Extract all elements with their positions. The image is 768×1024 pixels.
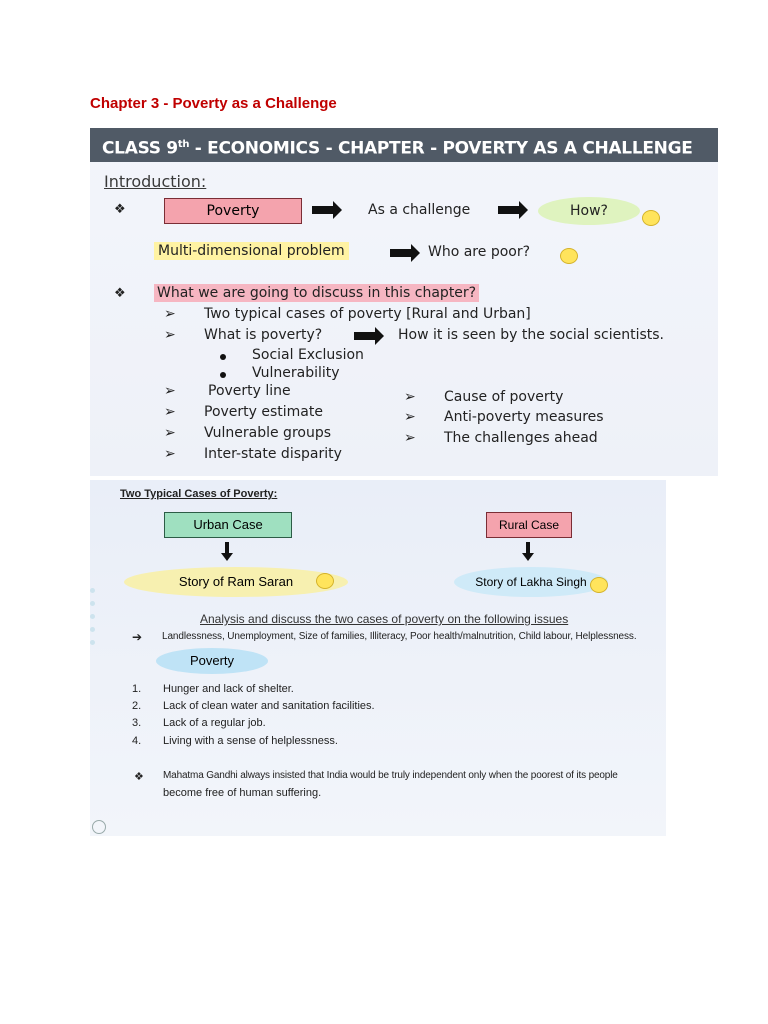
arrow-bullet-icon: ➢ bbox=[164, 446, 176, 462]
down-arrow-icon bbox=[526, 542, 530, 554]
smiley-icon bbox=[560, 248, 578, 264]
smiley-icon bbox=[590, 577, 608, 593]
arrow-bullet-icon: ➢ bbox=[404, 389, 416, 405]
introduction-heading: Introduction: bbox=[104, 172, 207, 191]
story-lakha-singh-cloud bbox=[456, 569, 606, 595]
poverty-cloud-text: Poverty bbox=[189, 653, 235, 668]
left-item: Poverty estimate bbox=[204, 404, 323, 420]
story-ram-saran: Story of Ram Saran bbox=[178, 574, 294, 589]
numbered-item: Hunger and lack of shelter. bbox=[163, 683, 294, 695]
left-item: Poverty line bbox=[208, 383, 291, 399]
dot-bullet-icon bbox=[220, 372, 226, 378]
dot-bullet-icon bbox=[220, 354, 226, 360]
sub-social-exclusion: Social Exclusion bbox=[252, 347, 364, 363]
two-cases-title: Two Typical Cases of Poverty: bbox=[120, 488, 278, 500]
numbered-item: Living with a sense of helplessness. bbox=[163, 735, 338, 747]
number-2: 2. bbox=[132, 700, 142, 712]
how-cloud bbox=[540, 199, 638, 223]
item-what-is-poverty: What is poverty? bbox=[204, 327, 323, 343]
right-arrow-icon bbox=[390, 249, 412, 257]
down-arrow-icon bbox=[225, 542, 229, 554]
left-item: Inter-state disparity bbox=[204, 446, 342, 462]
arrow-bullet-icon: ➢ bbox=[404, 409, 416, 425]
story-lakha-singh: Story of Lakha Singh bbox=[475, 575, 587, 589]
arrow-bullet-icon: ➢ bbox=[164, 306, 176, 322]
rural-case-box: Rural Case bbox=[486, 512, 572, 538]
as-challenge-text: As a challenge bbox=[368, 202, 471, 218]
discuss-heading: What we are going to discuss in this chapter? bbox=[154, 285, 479, 301]
how-text: How? bbox=[570, 203, 608, 219]
slide-introduction bbox=[90, 128, 718, 476]
numbered-item: Lack of a regular job. bbox=[163, 717, 266, 729]
item-two-cases: Two typical cases of poverty [Rural and Urban] bbox=[204, 306, 531, 322]
chapter-title: Chapter 3 - Poverty as a Challenge bbox=[90, 95, 337, 112]
right-item: Cause of poverty bbox=[444, 389, 564, 405]
right-arrow-icon bbox=[498, 206, 520, 214]
multi-dimensional-text: Multi-dimensional problem bbox=[154, 243, 349, 259]
who-poor-text: Who are poor? bbox=[428, 244, 531, 260]
poverty-cloud bbox=[158, 650, 266, 672]
circle-icon bbox=[92, 820, 106, 834]
poverty-box: Poverty bbox=[164, 198, 302, 224]
right-arrow-icon bbox=[312, 206, 334, 214]
right-item: Anti-poverty measures bbox=[444, 409, 604, 425]
arrow-bullet-icon: ➢ bbox=[164, 425, 176, 441]
side-decoration bbox=[90, 580, 96, 670]
number-4: 4. bbox=[132, 735, 142, 747]
number-1: 1. bbox=[132, 683, 142, 695]
urban-case-box: Urban Case bbox=[164, 512, 292, 538]
gandhi-quote-line1: Mahatma Gandhi always insisted that India would be truly independent only when the poorest of its people bbox=[163, 770, 618, 781]
smiley-icon bbox=[642, 210, 660, 226]
sub-vulnerability: Vulnerability bbox=[252, 365, 340, 381]
issues-text: Landlessness, Unemployment, Size of families, Illiteracy, Poor health/malnutrition, Child labour, Helplessness. bbox=[162, 631, 637, 642]
arrow-bullet-icon: ➢ bbox=[164, 383, 176, 399]
right-item: The challenges ahead bbox=[444, 430, 598, 446]
slide-two-cases bbox=[90, 480, 666, 836]
diamond-bullet-icon: ❖ bbox=[114, 286, 126, 301]
analysis-heading: Analysis and discuss the two cases of poverty on the following issues bbox=[200, 612, 569, 626]
diamond-bullet-icon: ❖ bbox=[134, 771, 144, 783]
item-how-seen: How it is seen by the social scientists. bbox=[398, 327, 664, 343]
numbered-item: Lack of clean water and sanitation facilities. bbox=[163, 700, 375, 712]
gandhi-quote-line2: become free of human suffering. bbox=[163, 787, 322, 799]
left-item: Vulnerable groups bbox=[204, 425, 332, 441]
arrow-bullet-icon: ➢ bbox=[404, 430, 416, 446]
number-3: 3. bbox=[132, 717, 142, 729]
arrow-bullet-icon: ➔ bbox=[132, 630, 143, 644]
arrow-bullet-icon: ➢ bbox=[164, 404, 176, 420]
diamond-bullet-icon: ❖ bbox=[114, 202, 126, 217]
right-arrow-icon bbox=[354, 332, 376, 340]
slide-header: CLASS 9th - ECONOMICS - CHAPTER - POVERTY AS A CHALLENGE bbox=[90, 128, 718, 162]
story-ram-saran-cloud bbox=[126, 569, 346, 595]
arrow-bullet-icon: ➢ bbox=[164, 327, 176, 343]
smiley-icon bbox=[316, 573, 334, 589]
